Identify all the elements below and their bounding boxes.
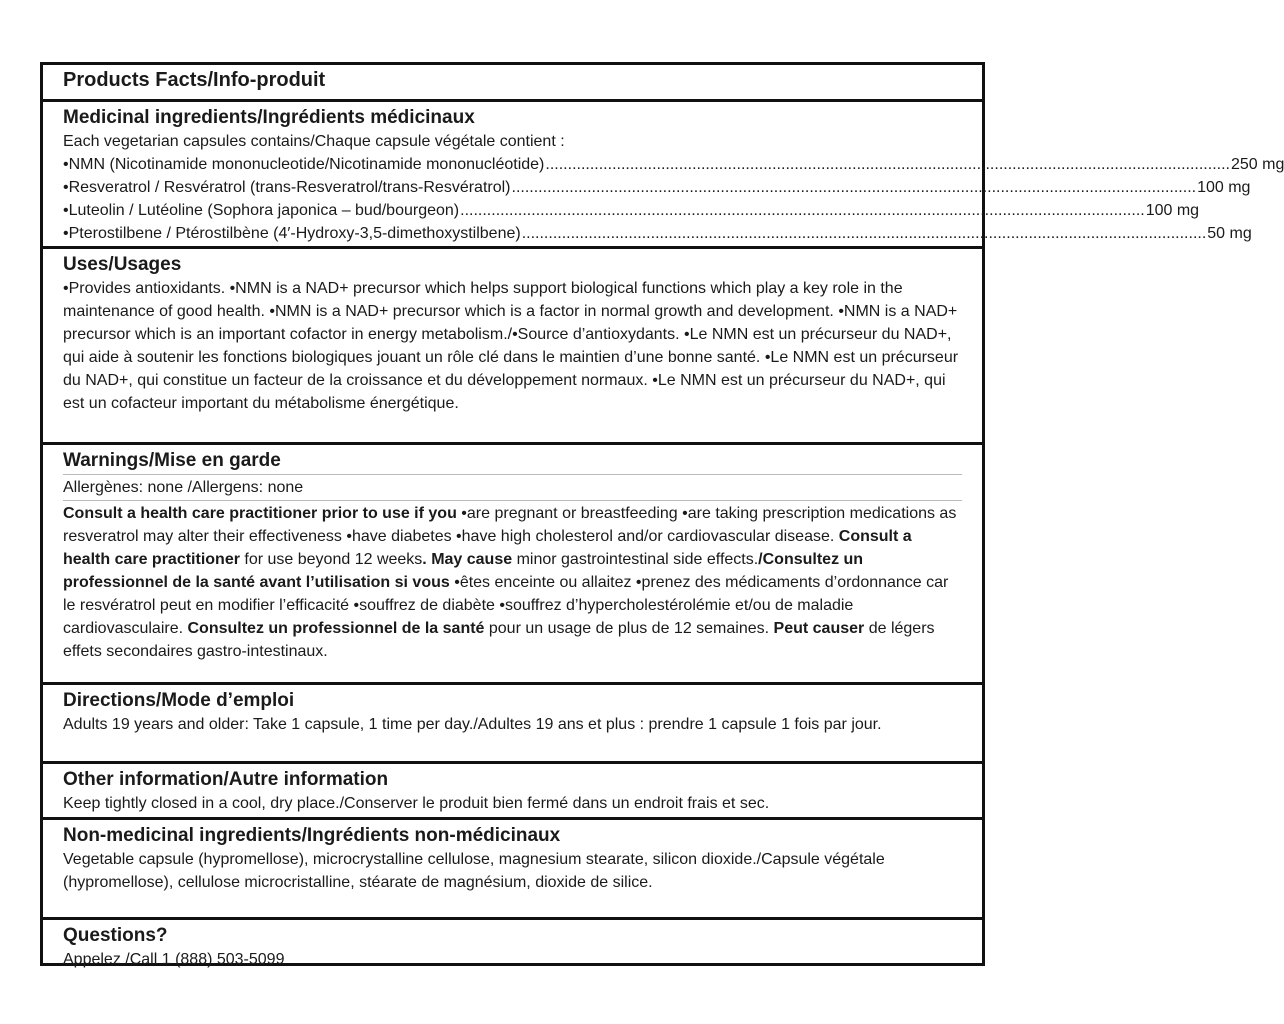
nonmedicinal-section <box>43 820 982 920</box>
warning-text: for use beyond 12 weeks <box>239 551 423 568</box>
uses-heading: Uses/Usages <box>63 254 182 275</box>
uses-section <box>43 249 982 445</box>
ingredient-row <box>63 222 1252 245</box>
leader-dots: .......................................................................................................................................................... <box>460 202 1145 219</box>
directions-heading: Directions/Mode d’emploi <box>63 690 295 711</box>
ingredient-amount: 50 mg <box>1207 225 1252 242</box>
warning-text: •are pregnant or breastfeeding •are taking prescription medications as resveratrol may alter their effectiveness •have diabetes •have high cholesterol and/or cardiovascular disease. <box>63 505 957 545</box>
directions-text: Adults 19 years and older: Take 1 capsule, 1 time per day./Adultes 19 ans et plus : prendre 1 capsule 1 fois par jour. <box>63 716 882 733</box>
warning-bold: /Consultez un professionnel de la santé avant l’utilisation si vous <box>63 551 864 591</box>
warning-bold: Consult a health care practitioner prior to use if you <box>63 505 457 522</box>
medicinal-intro: Each vegetarian capsules contains/Chaque capsule végétale contient : <box>63 133 565 150</box>
ingredient-row <box>63 199 1200 222</box>
ingredient-name: •Luteolin / Lutéoline (Sophora japonica – bud/bourgeon) <box>63 202 460 219</box>
questions-heading: Questions? <box>63 925 168 946</box>
warnings-section <box>43 445 982 685</box>
warning-text: pour un usage de plus de 12 semaines. <box>484 620 774 637</box>
warning-text: de légers effets secondaires gastro-intestinaux. <box>63 620 935 660</box>
medicinal-section <box>43 102 1284 249</box>
other-info-heading: Other information/Autre information <box>63 769 389 790</box>
warning-bold: Consult a health care practitioner <box>63 528 912 568</box>
uses-text: •Provides antioxidants. •NMN is a NAD+ precursor which helps support biological functions which play a key role in the maintenance of good health. •NMN is a NAD+ precursor which is a factor in normal growth and development. •NMN is a NAD+ precursor which is an important cofactor in energy metabolism./•Source d’antioxydants. •Le NMN est un précurseur du NAD+, qui aide à soutenir les fonctions biologiques jouant un rôle clé dans le maintien d’une bonne santé. •Le NMN est un précurseur du NAD+, qui constitue un facteur de la croissance et du développement normaux. •Le NMN est un précurseur du NAD+, qui est un cofacteur important du métabolisme énergétique. <box>63 280 959 412</box>
leader-dots: .......................................................................................................................................................... <box>511 179 1197 196</box>
leader-dots: .......................................................................................................................................................... <box>521 225 1207 242</box>
nonmedicinal-heading: Non-medicinal ingredients/Ingrédients non-médicinaux <box>63 825 561 846</box>
ingredient-amount: 100 mg <box>1145 202 1200 219</box>
nonmedicinal-text: Vegetable capsule (hypromellose), microcrystalline cellulose, magnesium stearate, silicon dioxide./Capsule végétale (hypromellose), cellulose microcristalline, stéarate de magnésium, dioxide de silice. <box>63 851 885 891</box>
ingredient-name: •Resveratrol / Resvératrol (trans-Resveratrol/trans-Resvératrol) <box>63 179 511 196</box>
divider <box>63 500 962 501</box>
leader-dots: .......................................................................................................................................................... <box>545 156 1230 173</box>
warnings-text <box>63 502 962 663</box>
warning-text: minor gastrointestinal side effects. <box>512 551 759 568</box>
allergens-text: Allergènes: none /Allergens: none <box>63 479 304 496</box>
ingredient-row <box>63 153 1284 176</box>
warning-bold: Peut causer <box>773 620 865 637</box>
ingredient-name: •Pterostilbene / Ptérostilbène (4′-Hydroxy-3,5-dimethoxystilbene) <box>63 225 521 242</box>
warning-text: •êtes enceinte ou allaitez •prenez des médicaments d’ordonnance car le resvératrol peut en modifier l’efficacité •souffrez de diabète •souffrez d’hypercholestérolémie et/ou de maladie cardiovasculaire. <box>63 574 949 637</box>
ingredient-amount: 100 mg <box>1197 179 1251 196</box>
warning-bold: . May cause <box>422 551 513 568</box>
page-title: Products Facts/Info-produit <box>63 69 326 91</box>
ingredient-amount: 250 mg <box>1230 156 1284 173</box>
divider <box>63 474 962 475</box>
title-section <box>43 65 982 102</box>
questions-text: Appelez /Call 1 (888) 503-5099 <box>63 951 285 968</box>
ingredient-row <box>63 176 1251 199</box>
questions-section <box>43 920 982 971</box>
other-info-text: Keep tightly closed in a cool, dry place./Conserver le produit bien fermé dans un endroit frais et sec. <box>63 795 770 812</box>
warning-bold: Consultez un professionnel de la santé <box>187 620 485 637</box>
other-info-section <box>43 764 982 820</box>
warnings-heading: Warnings/Mise en garde <box>63 450 281 471</box>
directions-section <box>43 685 982 764</box>
medicinal-heading: Medicinal ingredients/Ingrédients médicinaux <box>63 107 475 128</box>
product-facts-panel <box>40 62 1284 968</box>
ingredient-name: •NMN (Nicotinamide mononucleotide/Nicotinamide mononucléotide) <box>63 156 545 173</box>
